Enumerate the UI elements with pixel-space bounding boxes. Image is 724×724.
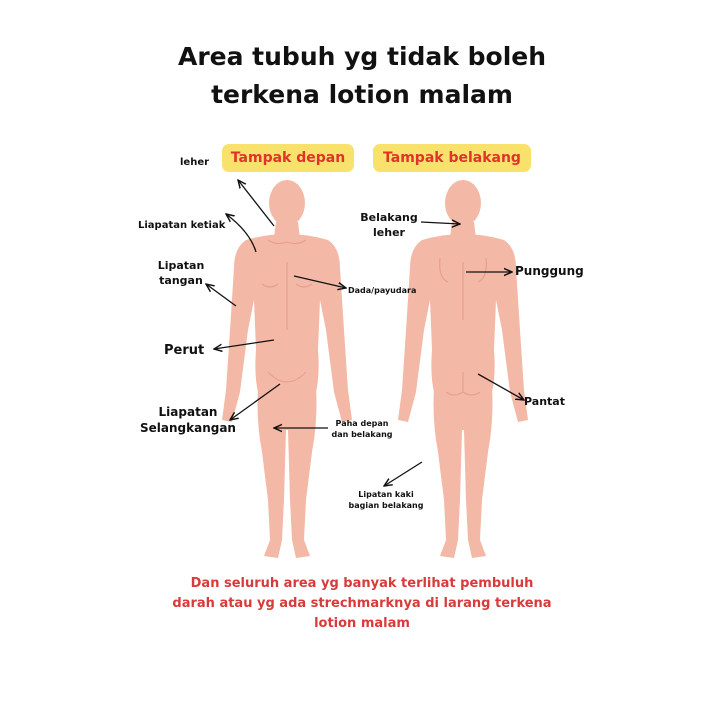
label-leher: leher — [180, 157, 210, 168]
label-lipatan-kaki — [344, 489, 428, 511]
label-perut: Perut — [164, 343, 205, 358]
label-lipatan-kaki-line2: bagian belakang — [348, 501, 424, 510]
label-belakang-leher — [358, 210, 420, 240]
front-view-badge: Tampak depan — [222, 144, 354, 172]
back-view-badge: Tampak belakang — [373, 144, 531, 172]
label-lipatan-ketiak: Liapatan ketiak — [138, 220, 226, 231]
footer-line-2: darah atau yg ada strechmarknya di larang terkena — [172, 596, 552, 611]
arrow-lipatan-kaki — [384, 462, 422, 486]
label-belakang-leher-line1: Belakang — [360, 211, 418, 224]
label-paha — [328, 418, 396, 440]
label-selangkangan-line1: Liapatan — [158, 405, 218, 419]
arrow-tangan — [206, 284, 236, 306]
front-body — [222, 180, 352, 558]
label-pantat: Pantat — [524, 395, 565, 408]
arrow-leher — [238, 180, 274, 226]
label-lipatan-selangkangan — [140, 404, 236, 436]
label-lipatan-kaki-line1: Lipatan kaki — [358, 490, 414, 499]
label-lipatan-tangan — [156, 258, 206, 288]
label-selangkangan-line2: Selangkangan — [140, 421, 236, 435]
footer-line-3: lotion malam — [314, 616, 410, 631]
title-line-1: Area tubuh yg tidak boleh — [177, 42, 547, 71]
label-belakang-leher-line2: leher — [373, 226, 405, 239]
label-lipatan-tangan-line2: tangan — [159, 274, 203, 287]
label-dada-payudara: Dada/payudara — [348, 286, 417, 295]
footer-line-1: Dan seluruh area yg banyak terlihat pembuluh — [190, 576, 534, 591]
title-line-2: terkena lotion malam — [211, 80, 513, 109]
footer-note — [110, 574, 614, 634]
label-lipatan-tangan-line1: Lipatan — [157, 259, 205, 272]
label-punggung: Punggung — [515, 264, 584, 278]
label-paha-line1: Paha depan — [335, 419, 389, 428]
label-paha-line2: dan belakang — [331, 430, 393, 439]
